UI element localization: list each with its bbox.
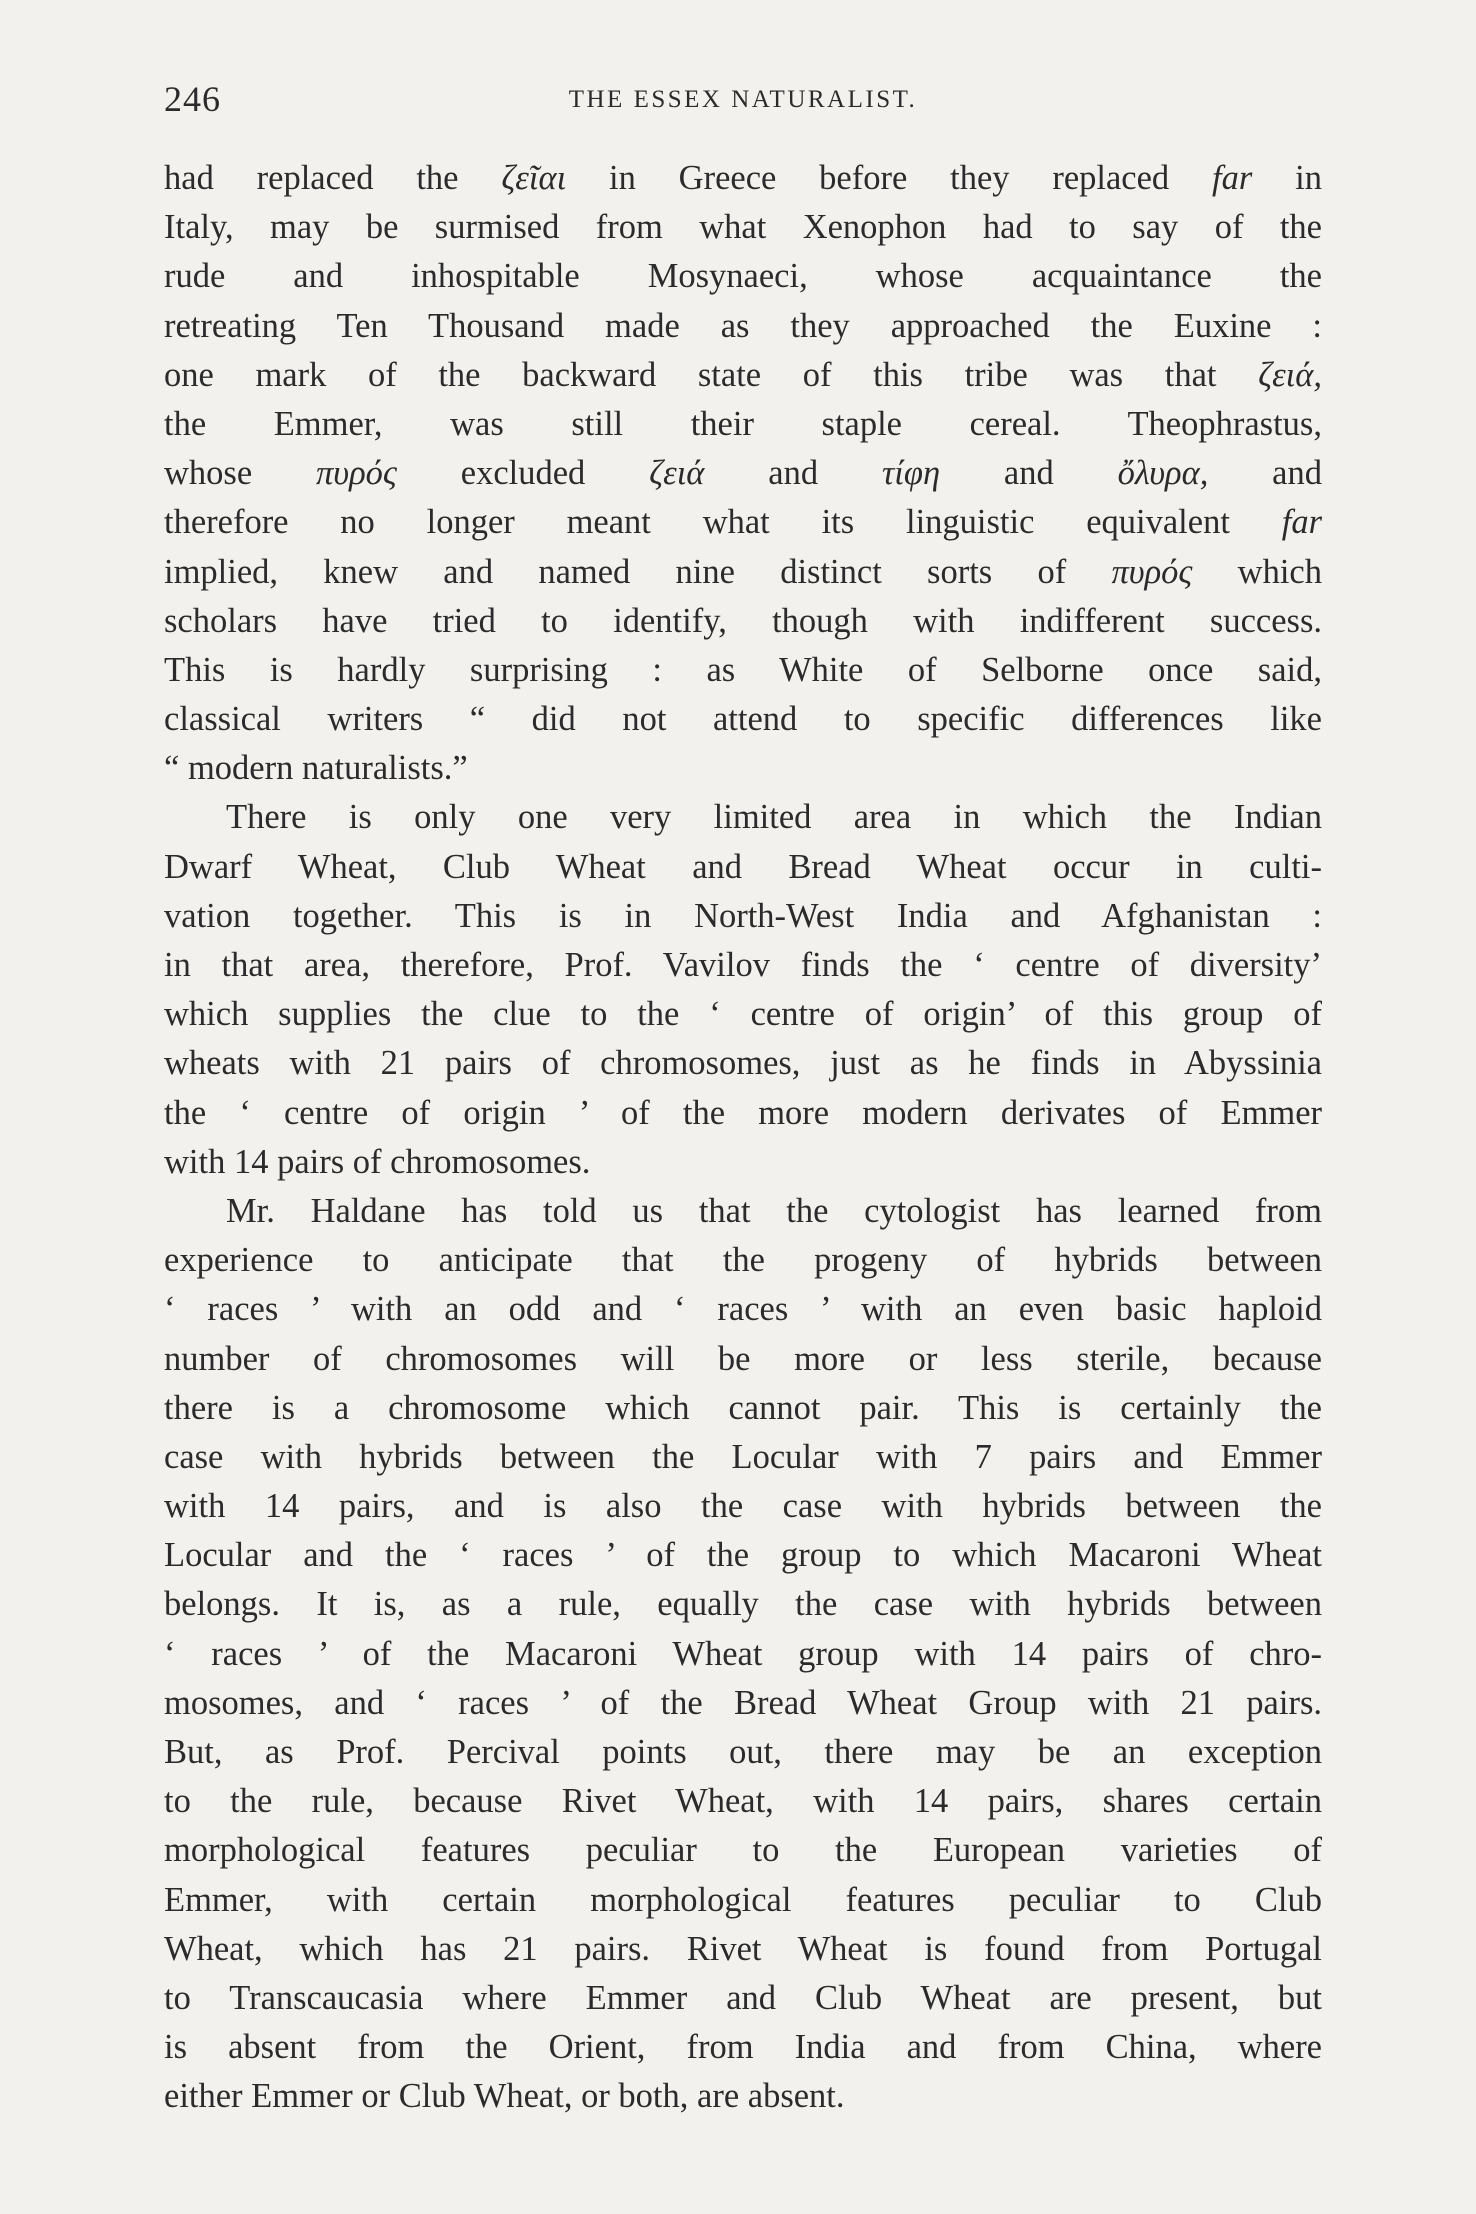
text-line xyxy=(164,1335,1322,1384)
text-run: with 14 pairs, and is also the case with hybrids between the xyxy=(164,1487,1322,1526)
text-line xyxy=(164,1630,1322,1679)
text-run: wheats with 21 pairs of chromosomes, just as he finds in Abyssinia xyxy=(164,1044,1322,1083)
text-run: experience to anticipate that the progeny of hybrids between xyxy=(164,1241,1322,1280)
text-run: which xyxy=(1192,552,1322,591)
text-run: retreating Ten Thousand made as they approached the Euxine : xyxy=(164,306,1322,345)
text-run: whose xyxy=(164,454,316,493)
text-run: belongs. It is, as a rule, equally the case with hybrids between xyxy=(164,1585,1322,1624)
text-run: ‘ races ’ with an odd and ‘ races ’ with an even basic haploid xyxy=(164,1290,1322,1329)
text-run: to Transcaucasia where Emmer and Club Wheat are present, but xyxy=(164,1978,1322,2017)
text-line xyxy=(164,1531,1322,1580)
text-run: ‘ races ’ of the Macaroni Wheat group with 14 pairs of chro- xyxy=(164,1634,1322,1673)
text-line xyxy=(164,154,1322,203)
greek-word: ζειά xyxy=(649,454,705,493)
text-line xyxy=(164,1433,1322,1482)
text-run: case with hybrids between the Locular with 7 pairs and Emmer xyxy=(164,1437,1322,1476)
text-run: and xyxy=(940,454,1118,493)
text-line xyxy=(164,695,1322,744)
text-line xyxy=(164,302,1322,351)
text-run: Locular and the ‘ races ’ of the group to which Macaroni Wheat xyxy=(164,1536,1322,1575)
greek-word: τίφη xyxy=(881,454,941,493)
text-line xyxy=(164,1039,1322,1088)
text-run: and xyxy=(1208,454,1322,493)
text-line xyxy=(164,1089,1322,1138)
text-run: in Greece before they replaced xyxy=(566,159,1213,197)
text-run: mosomes, and ‘ races ’ of the Bread Wheat Group with 21 pairs. xyxy=(164,1683,1322,1722)
text-run: which supplies the clue to the ‘ centre of origin’ of this group of xyxy=(164,995,1322,1034)
text-run: scholars have tried to identify, though with indifferent success. xyxy=(164,601,1322,640)
text-run: in xyxy=(1252,159,1322,197)
greek-word: ὄλυρα, xyxy=(1117,454,1209,493)
text-run: in that area, therefore, Prof. Vavilov finds the ‘ centre of diversity’ xyxy=(164,946,1322,984)
text-line xyxy=(164,1826,1322,1875)
text-run: excluded xyxy=(396,454,650,493)
text-run: classical writers “ did not attend to specific differences like xyxy=(164,700,1322,739)
italic-word: far xyxy=(1281,503,1322,542)
page-number: 246 xyxy=(164,79,221,119)
text-line xyxy=(164,597,1322,646)
text-run: therefore no longer meant what its linguistic equivalent xyxy=(164,503,1282,542)
text-run: and xyxy=(704,454,882,493)
text-line xyxy=(164,793,1322,842)
text-run: Italy, may be surmised from what Xenophon had to say of the xyxy=(164,208,1322,247)
text-run: vation together. This is in North-West India and Afghanistan : xyxy=(164,896,1322,935)
text-run: either Emmer or Club Wheat, or both, are absent. xyxy=(164,2077,845,2116)
text-line xyxy=(164,252,1322,301)
text-run: to the rule, because Rivet Wheat, with 14 pairs, shares certain xyxy=(164,1782,1322,1821)
text-line xyxy=(164,400,1322,449)
text-run: Mr. Haldane has told us that the cytologist has learned from xyxy=(226,1191,1322,1230)
text-run: Wheat, which has 21 pairs. Rivet Wheat is found from Portugal xyxy=(164,1929,1322,1968)
text-line xyxy=(164,941,1322,990)
text-run: This is hardly surprising : as White of Selborne once said, xyxy=(164,650,1322,689)
text-run: is absent from the Orient, from India and from China, where xyxy=(164,2028,1322,2067)
text-run: But, as Prof. Percival points out, there may be an exception xyxy=(164,1733,1322,1771)
text-line xyxy=(164,744,1322,793)
running-title: THE ESSEX NATURALIST. xyxy=(568,86,918,113)
text-run: There is only one very limited area in which the Indian xyxy=(226,798,1322,837)
text-line xyxy=(164,351,1322,400)
text-run: morphological features peculiar to the European varieties of xyxy=(164,1831,1322,1870)
greek-word: ζεῖαι xyxy=(501,159,567,197)
running-head xyxy=(164,78,1322,128)
text-run: the Emmer, was still their staple cereal. Theophrastus, xyxy=(164,404,1322,443)
greek-word: ζειά, xyxy=(1258,355,1322,394)
text-line xyxy=(164,1236,1322,1285)
body-text xyxy=(164,154,1322,2122)
text-line xyxy=(164,990,1322,1039)
text-line xyxy=(164,843,1322,892)
text-line xyxy=(164,1876,1322,1925)
text-line xyxy=(164,548,1322,597)
text-line xyxy=(164,1384,1322,1433)
text-line xyxy=(164,1679,1322,1728)
text-run: the ‘ centre of origin ’ of the more modern derivates of Emmer xyxy=(164,1093,1322,1132)
text-line xyxy=(164,1580,1322,1629)
greek-word: πυρός xyxy=(1111,552,1193,591)
italic-word: far xyxy=(1212,159,1253,197)
text-run: Dwarf Wheat, Club Wheat and Bread Wheat occur in culti- xyxy=(164,847,1322,886)
text-run: there is a chromosome which cannot pair. This is certainly the xyxy=(164,1388,1322,1427)
text-run: had replaced the xyxy=(164,159,502,197)
text-line xyxy=(164,203,1322,252)
text-line xyxy=(164,449,1322,498)
paragraph xyxy=(164,154,1322,793)
text-line xyxy=(164,1777,1322,1826)
text-line xyxy=(164,892,1322,941)
text-line xyxy=(164,1138,1322,1187)
text-run: number of chromosomes will be more or less sterile, because xyxy=(164,1339,1322,1378)
text-run: with 14 pairs of chromosomes. xyxy=(164,1142,591,1181)
paragraph xyxy=(164,793,1322,1187)
greek-word: πυρός xyxy=(316,454,397,493)
text-run: implied, knew and named nine distinct sorts of xyxy=(164,552,1112,591)
text-run: Emmer, with certain morphological features peculiar to Club xyxy=(164,1880,1322,1919)
text-line xyxy=(164,1187,1322,1236)
text-run: “ modern naturalists.” xyxy=(164,749,468,788)
text-line xyxy=(164,2072,1322,2121)
text-line xyxy=(164,1285,1322,1334)
text-line xyxy=(164,2023,1322,2072)
text-run: one mark of the backward state of this tribe was that xyxy=(164,355,1259,394)
text-line xyxy=(164,498,1322,547)
text-line xyxy=(164,1974,1322,2023)
text-line xyxy=(164,646,1322,695)
text-line xyxy=(164,1728,1322,1777)
paragraph xyxy=(164,1187,1322,2122)
text-line xyxy=(164,1925,1322,1974)
text-run: rude and inhospitable Mosynaeci, whose acquaintance the xyxy=(164,257,1322,296)
text-line xyxy=(164,1482,1322,1531)
